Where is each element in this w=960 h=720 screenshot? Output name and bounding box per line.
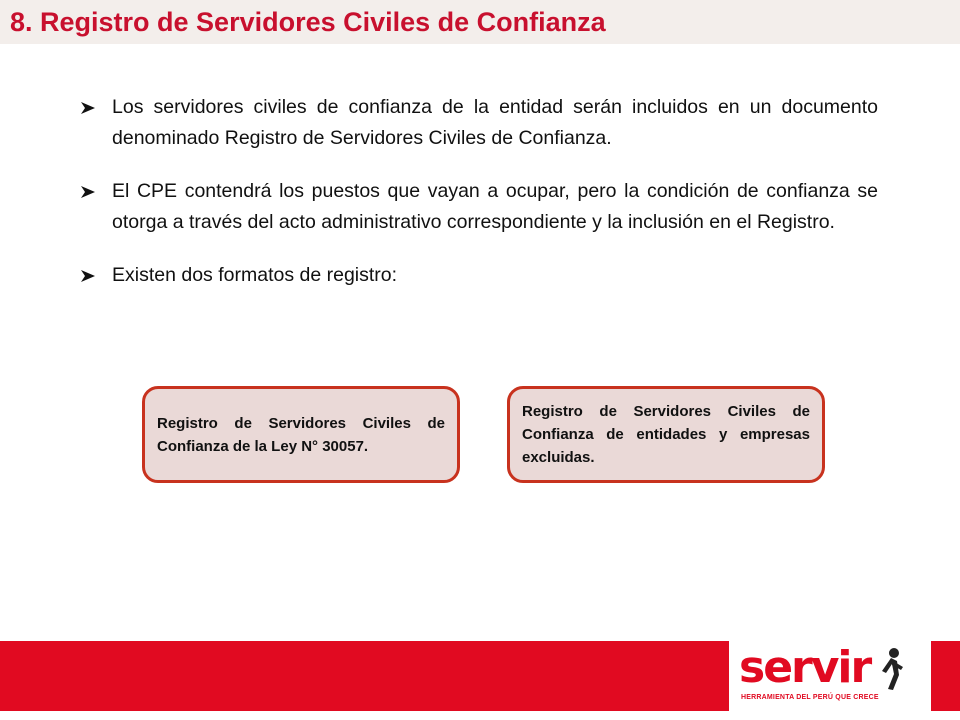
registry-format-box: [142, 386, 460, 483]
registry-format-text: Registro de Servidores Civiles de Confianza de la Ley N° 30057.: [157, 414, 445, 455]
bullet-text: Existen dos formatos de registro:: [112, 264, 398, 286]
bullet-item: [80, 260, 878, 291]
bullet-list: [80, 92, 878, 313]
page-title: 8. Registro de Servidores Civiles de Confianza: [10, 7, 606, 37]
arrowhead-bullet-icon: [80, 269, 96, 283]
title-bar: [0, 0, 960, 44]
arrowhead-bullet-icon: [80, 185, 96, 199]
pushing-person-icon: [872, 647, 906, 691]
registry-format-text: Registro de Servidores Civiles de Confianza de entidades y empresas excluidas.: [522, 403, 810, 466]
registry-format-box: [507, 386, 825, 483]
logo-wordmark: servir: [739, 642, 871, 693]
bullet-text: El CPE contendrá los puestos que vayan a ocupar, pero la condición de confianza se otorga a través del acto administrativo correspondiente y la inclusión en el Registro.: [112, 180, 878, 233]
arrowhead-bullet-icon: [80, 101, 96, 115]
logo-tagline: HERRAMIENTA DEL PERÚ QUE CRECE: [741, 694, 879, 701]
bullet-item: [80, 176, 878, 238]
bullet-item: [80, 92, 878, 154]
servir-logo: [729, 641, 931, 711]
bullet-text: Los servidores civiles de confianza de la entidad serán incluidos en un documento denominado Registro de Servidores Civiles de Confianza.: [112, 96, 878, 149]
